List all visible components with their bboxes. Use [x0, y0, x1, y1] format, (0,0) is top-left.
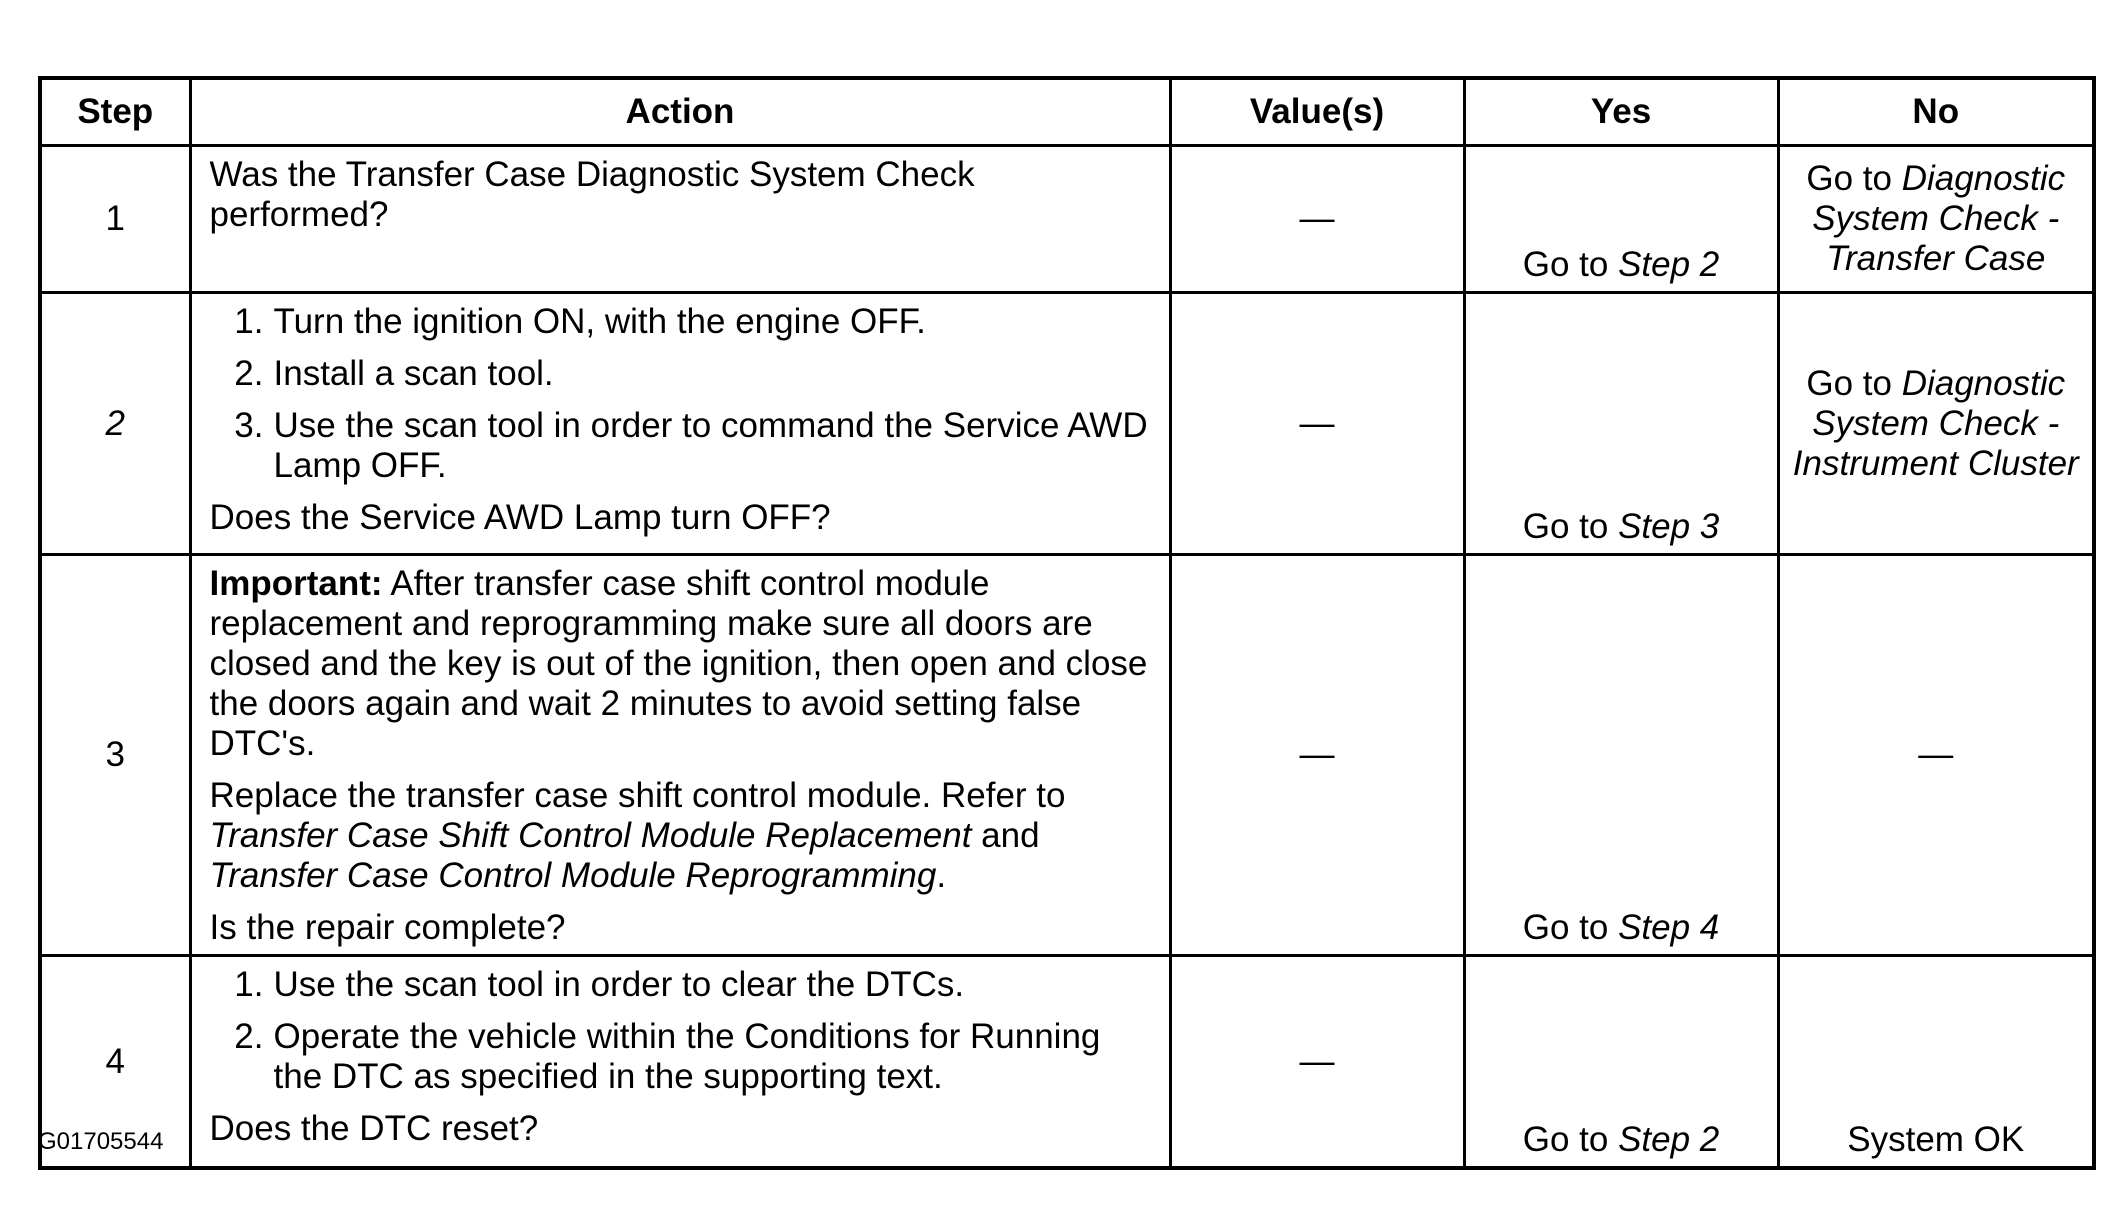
yes-cell — [1464, 293, 1778, 555]
header-yes: Yes — [1464, 78, 1778, 146]
yes-step-link[interactable]: Step 2 — [1618, 245, 1720, 284]
yes-prefix: Go to — [1522, 507, 1619, 546]
value-cell: — — [1170, 956, 1464, 1169]
question-text: Does the Service AWD Lamp turn OFF? — [209, 498, 831, 537]
action-cell — [190, 956, 1170, 1169]
list-number: 3. — [234, 406, 264, 445]
value-cell: — — [1170, 146, 1464, 293]
list-item — [234, 354, 1157, 394]
list-number: 2. — [234, 1017, 264, 1056]
replace-text: Replace the transfer case shift control module. Refer to — [209, 776, 1066, 815]
yes-cell — [1464, 146, 1778, 293]
figure-id: G01705544 — [38, 1128, 164, 1155]
yes-step-link[interactable]: Step 2 — [1618, 1120, 1720, 1159]
table-row — [40, 146, 2094, 293]
yes-cell — [1464, 555, 1778, 956]
reference-link[interactable]: Transfer Case Control Module Reprogramming — [209, 856, 937, 895]
action-cell — [190, 555, 1170, 956]
question-text: Does the DTC reset? — [209, 1109, 539, 1148]
header-action: Action — [190, 78, 1170, 146]
yes-step-link[interactable]: Step 3 — [1618, 507, 1720, 546]
table-row — [40, 555, 2094, 956]
list-item — [234, 1017, 1157, 1097]
action-text: Was the Transfer Case Diagnostic System Check performed? — [209, 155, 975, 234]
important-text: After transfer case shift control module replacement and reprogramming make sure all doors are closed and the key is out of the ignition, then open and close the doors again and wait 2 minutes to avoid setting false DTC's. — [209, 564, 1148, 763]
header-row — [40, 78, 2094, 146]
no-reference-link[interactable]: Diagnostic System Check - Instrument Cluster — [1792, 363, 2079, 483]
header-no: No — [1778, 78, 2094, 146]
step-number: 3 — [40, 555, 190, 956]
step-number: 4 — [40, 956, 190, 1169]
list-item-text: Use the scan tool in order to command the Service AWD Lamp OFF. — [273, 406, 1148, 485]
yes-prefix: Go to — [1522, 1120, 1619, 1159]
question-text: Is the repair complete? — [209, 908, 566, 947]
step-number: 1 — [40, 146, 190, 293]
important-label: Important: — [209, 564, 383, 603]
important-note — [210, 564, 1157, 764]
no-prefix: Go to — [1806, 363, 1902, 403]
procedure-list — [210, 965, 1157, 1097]
list-item — [234, 406, 1157, 486]
value-cell: — — [1170, 555, 1464, 956]
yes-cell — [1464, 956, 1778, 1169]
no-prefix: Go to — [1806, 159, 1902, 198]
diagnostic-table — [38, 76, 2096, 1170]
list-item-text: Use the scan tool in order to clear the DTCs. — [273, 965, 965, 1004]
and-text: and — [971, 816, 1040, 855]
yes-prefix: Go to — [1522, 908, 1619, 947]
list-number: 2. — [234, 354, 264, 393]
list-item-text: Operate the vehicle within the Conditions for Running the DTC as specified in the supporting text. — [273, 1017, 1101, 1096]
replace-instruction — [210, 776, 1157, 896]
reference-link[interactable]: Transfer Case Shift Control Module Replacement — [209, 816, 972, 855]
header-step: Step — [40, 78, 190, 146]
list-item-text: Install a scan tool. — [273, 354, 554, 393]
action-cell — [190, 146, 1170, 293]
list-item-text: Turn the ignition ON, with the engine OFF. — [273, 302, 926, 341]
header-values: Value(s) — [1170, 78, 1464, 146]
yes-prefix: Go to — [1522, 245, 1619, 284]
list-number: 1. — [234, 965, 264, 1004]
list-item — [234, 302, 1157, 342]
no-reference-link[interactable]: Diagnostic System Check - Transfer Case — [1812, 159, 2066, 278]
list-number: 1. — [234, 302, 264, 341]
no-cell — [1778, 293, 2094, 555]
action-cell — [190, 293, 1170, 555]
procedure-list — [210, 302, 1157, 486]
step-number: 2 — [40, 293, 190, 555]
no-cell: — — [1778, 555, 2094, 956]
period-text: . — [936, 856, 947, 895]
value-cell: — — [1170, 293, 1464, 555]
table-row — [40, 293, 2094, 555]
no-cell: System OK — [1778, 956, 2094, 1169]
yes-step-link[interactable]: Step 4 — [1618, 908, 1720, 947]
no-cell — [1778, 146, 2094, 293]
list-item — [234, 965, 1157, 1005]
table-row — [40, 956, 2094, 1169]
